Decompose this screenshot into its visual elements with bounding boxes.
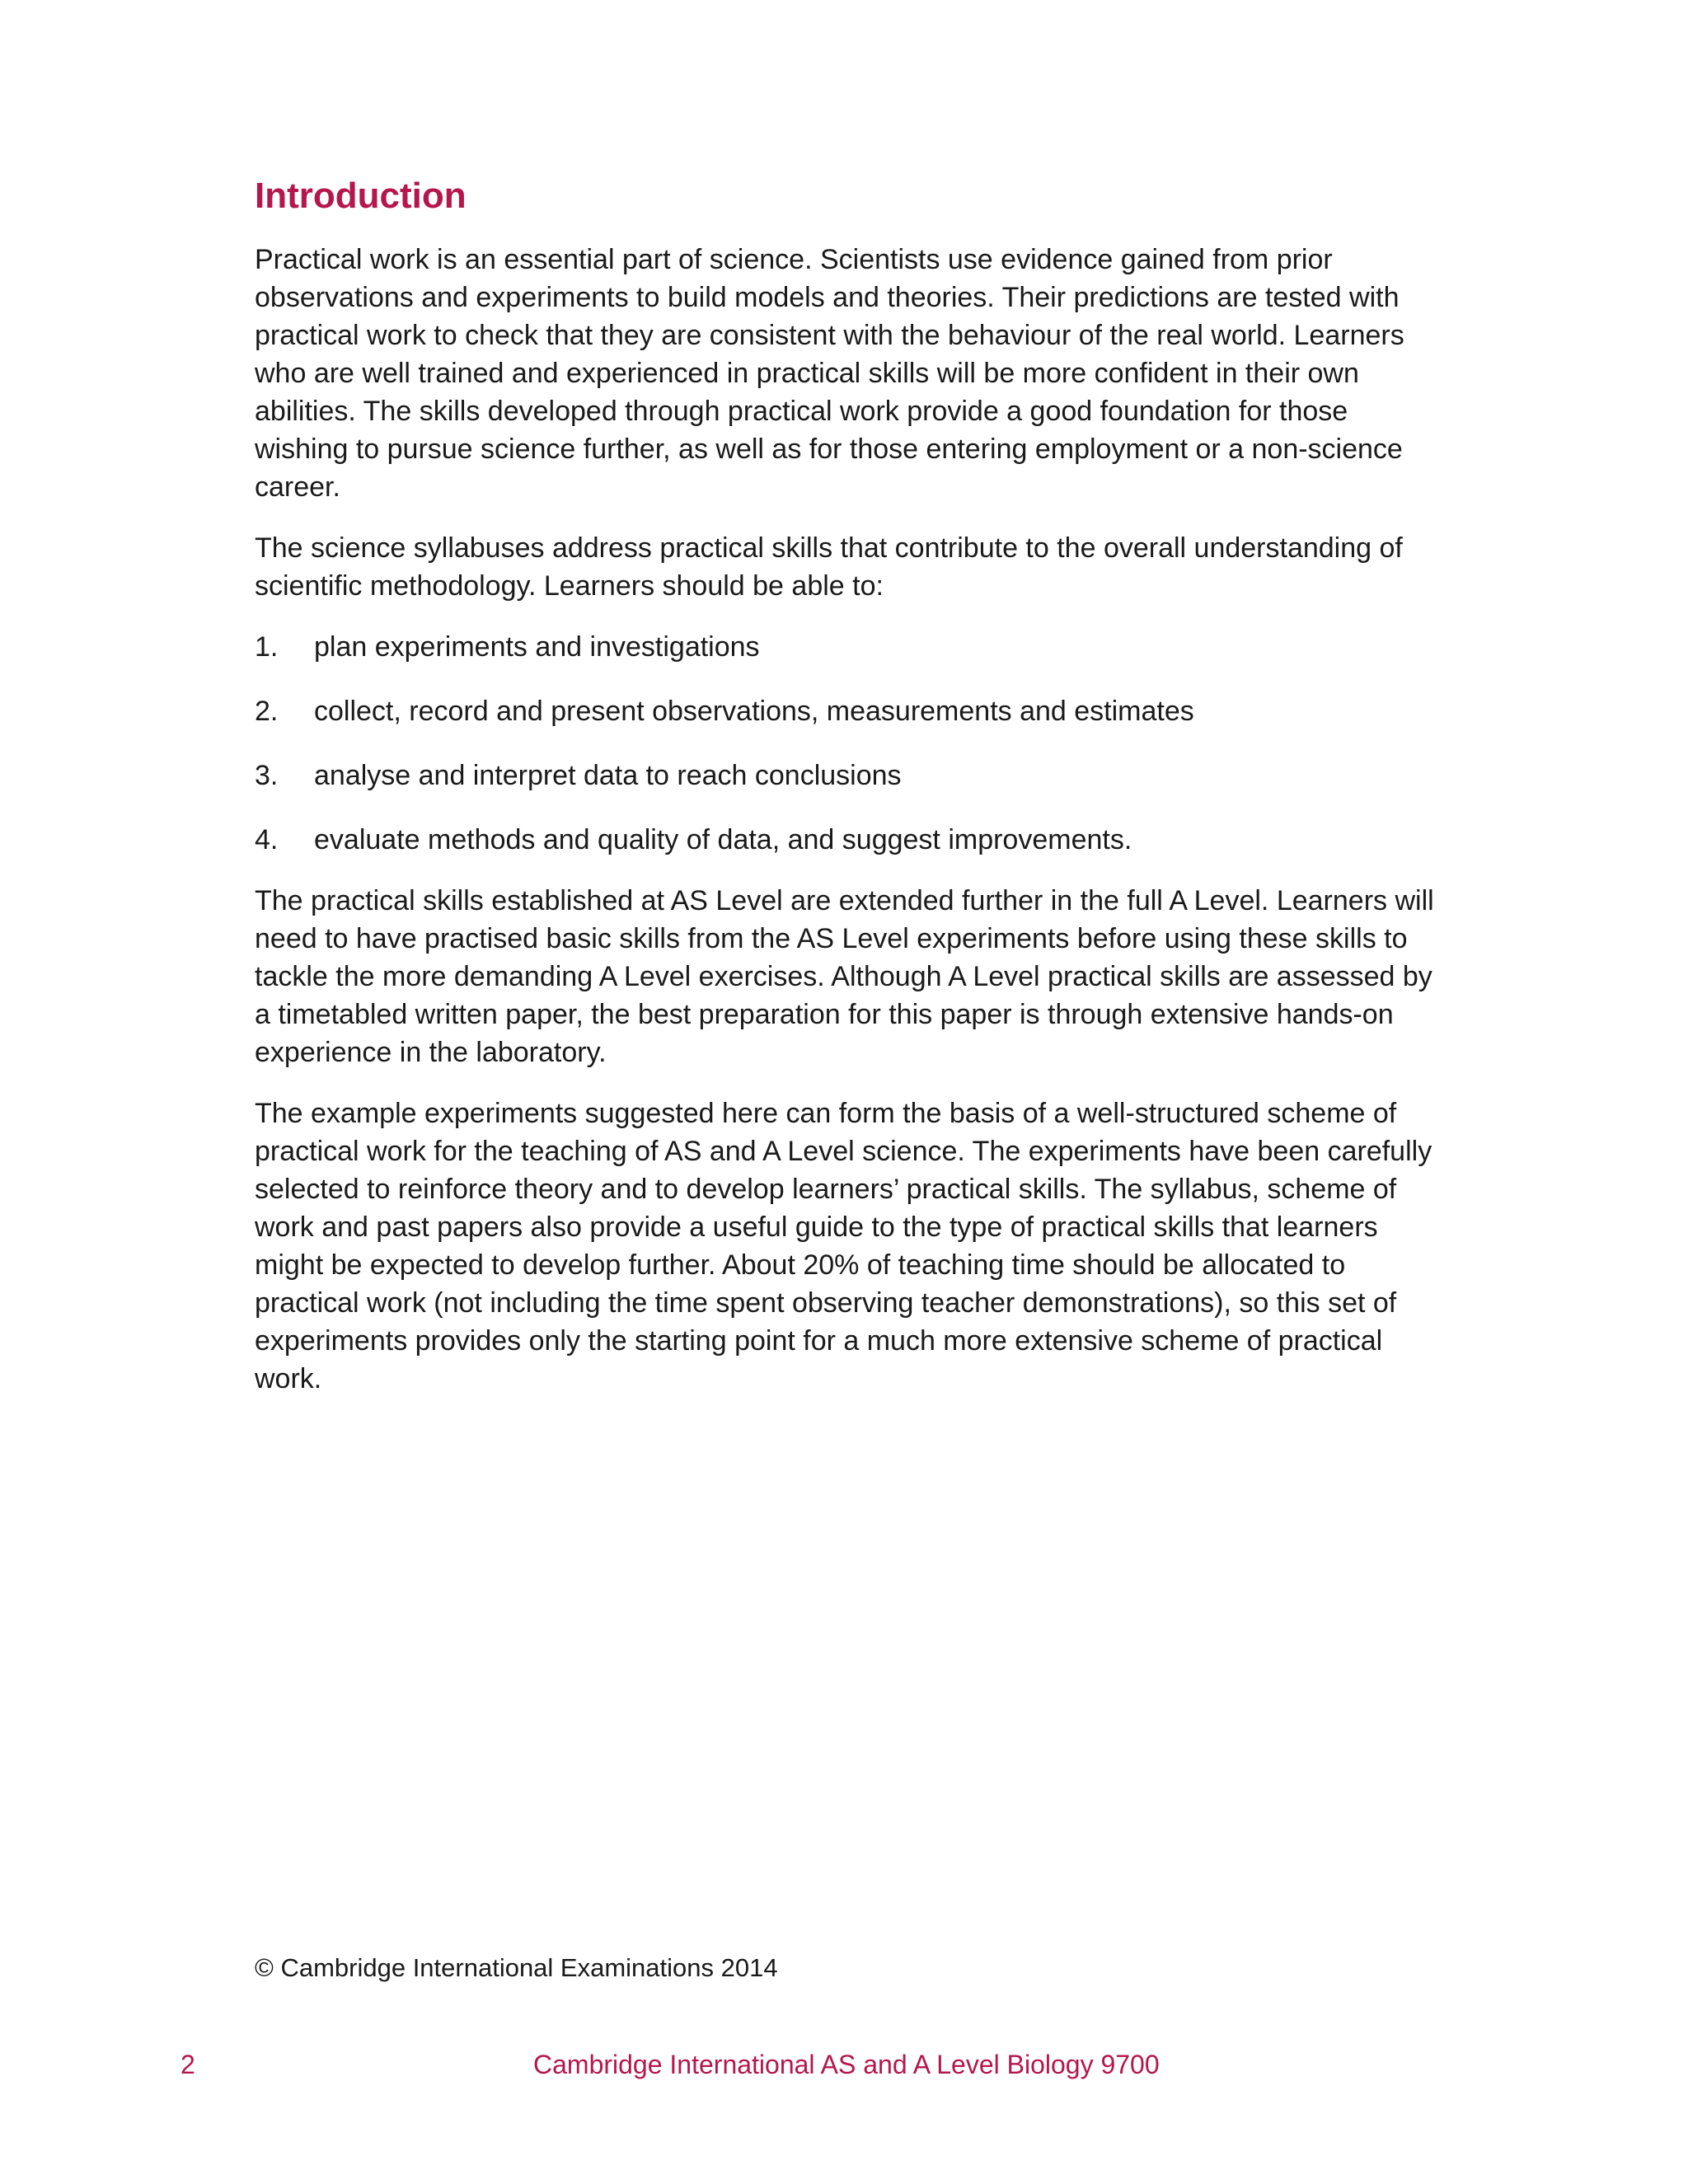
document-body: [255, 175, 1442, 1421]
footer-title: Cambridge International AS and A Level Biology 9700: [533, 2050, 1160, 2079]
section-heading: Introduction: [255, 176, 467, 216]
list-item-text: analyse and interpret data to reach conclusions: [314, 760, 902, 791]
body-paragraph-4: The example experiments suggested here can form the basis of a well-structured scheme of practical work for the teaching of AS and A Level science. The experiments have been carefully selected to reinforce theory and to develop learners’ practical skills. The syllabus, scheme of work and past papers also provide a useful guide to the type of practical skills that learners might be expected to develop further. About 20% of teaching time should be allocated to practical work (not including the time spent observing teacher demonstrations), so this set of experiments provides only the starting point for a much more extensive scheme of practical work.: [255, 1098, 1432, 1394]
list-item: [255, 628, 1442, 666]
list-item: [255, 692, 1442, 730]
list-item: [255, 821, 1442, 859]
list-item: [255, 757, 1442, 794]
skills-list: [255, 628, 1442, 859]
intro-paragraph-2: The science syllabuses address practical skills that contribute to the overall understanding of scientific methodology. Learners should be able to:: [255, 532, 1403, 602]
list-item-text: evaluate methods and quality of data, and suggest improvements.: [314, 824, 1132, 855]
list-item-text: collect, record and present observations, measurements and estimates: [314, 696, 1194, 727]
intro-paragraph-1: Practical work is an essential part of science. Scientists use evidence gained from prior observations and experiments to build models and theories. Their predictions are tested with practical work to check that they are consistent with the behaviour of the real world. Learners who are well trained and experienced in practical skills will be more confident in their own abilities. The skills developed through practical work provide a good foundation for those wishing to pursue science further, as well as for those entering employment or a non-science career.: [255, 244, 1404, 503]
body-paragraph-3: The practical skills established at AS Level are extended further in the full A Level. Learners will need to have practised basic skills from the AS Level experiments before using these skills to tackle the more demanding A Level exercises. Although A Level practical skills are assessed by a timetabled written paper, the best preparation for this paper is through extensive hands-on experience in the laboratory.: [255, 885, 1434, 1068]
list-item-text: plan experiments and investigations: [314, 631, 760, 663]
list-item-number: 3.: [255, 760, 279, 791]
copyright-notice: © Cambridge International Examinations 2014: [255, 1953, 778, 1982]
list-item-number: 2.: [255, 696, 279, 727]
list-item-number: 1.: [255, 631, 279, 663]
list-item-number: 4.: [255, 824, 279, 855]
footer-page-number: 2: [181, 2050, 195, 2079]
